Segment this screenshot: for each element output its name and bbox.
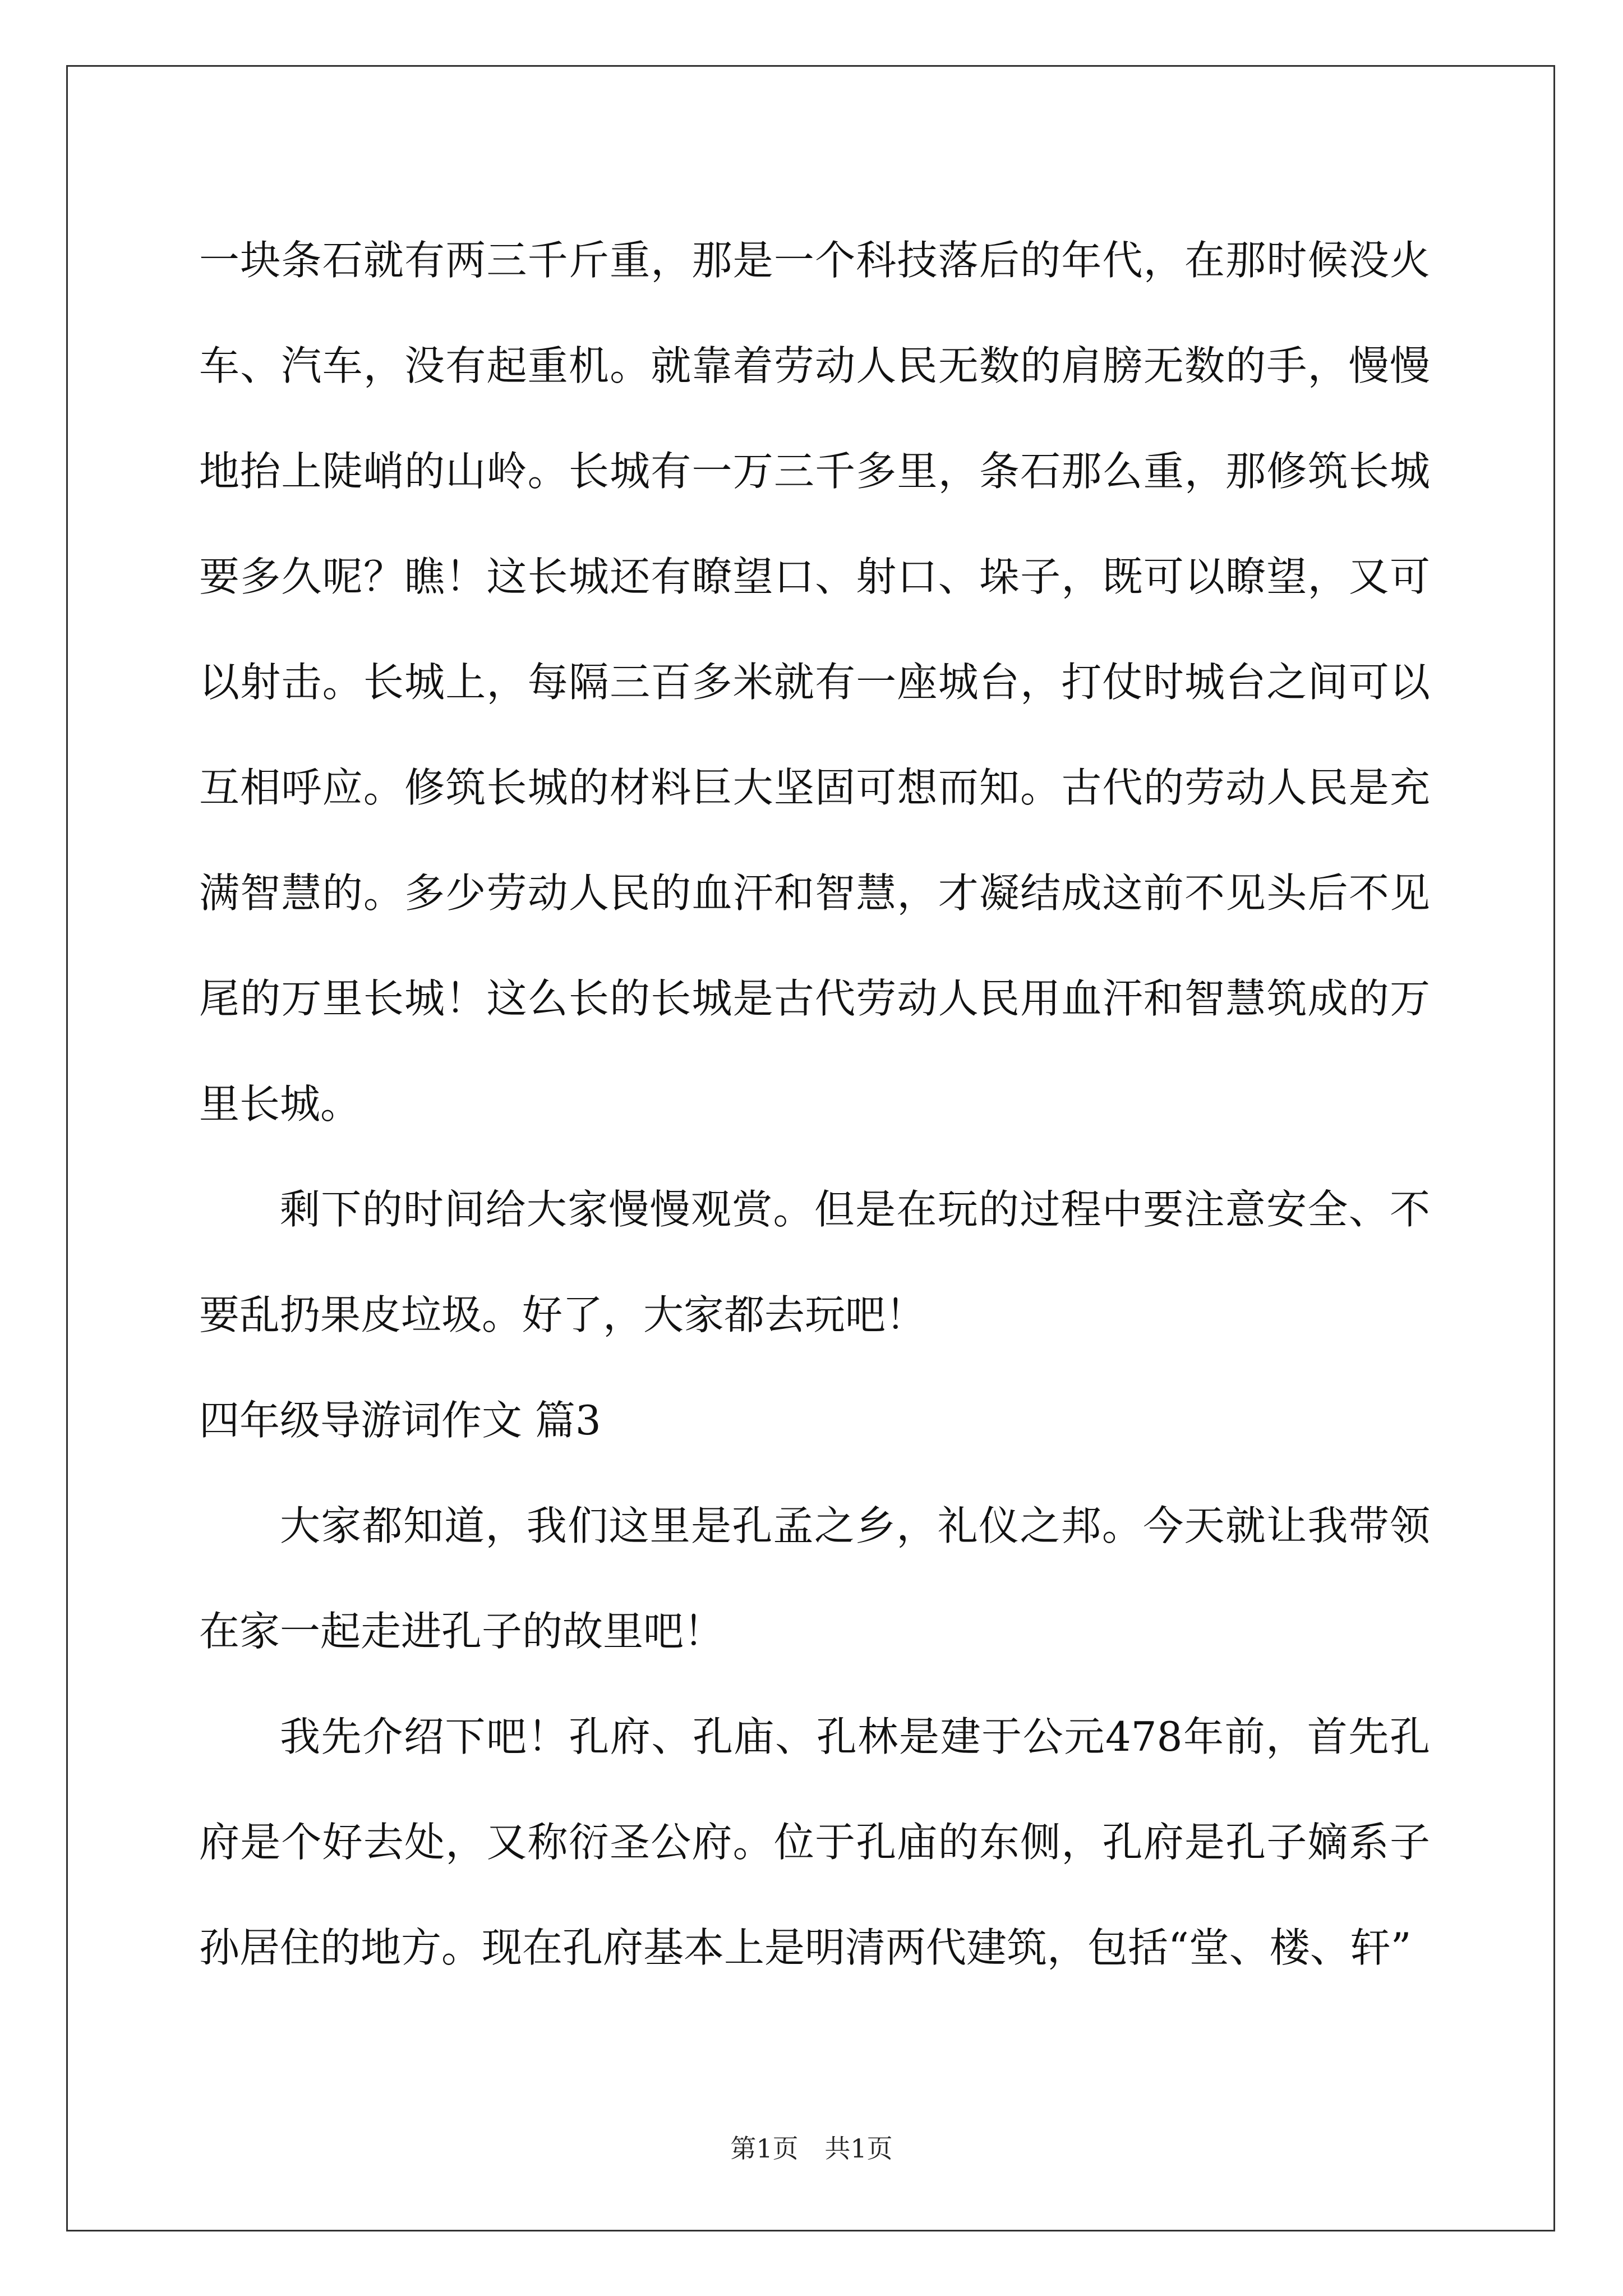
paragraph-confucius-intro: 大家都知道，我们这里是孔孟之乡，礼仪之邦。今天就让我带领在家一起走进孔子的故里吧！ (199, 1502, 1430, 1655)
page-footer (0, 2132, 1623, 2165)
section-heading: 四年级导游词作文 篇3 (199, 1397, 601, 1444)
paragraph-kong-mansion: 我先介绍下吧！孔府、孔庙、孔林是建于公元478年前，首先孔府是个好去处，又称衍圣公府。位于孔庙的东侧，孔府是孔子嫡系子孙居住的地方。现在孔府基本上是明清两代建筑，包括“堂、楼、轩” (199, 1713, 1430, 1971)
page-number-current: 第1页 (730, 2133, 799, 2164)
paragraph-free-time: 剩下的时间给大家慢慢观赏。但是在玩的过程中要注意安全、不要乱扔果皮垃圾。好了，大家都去玩吧！ (199, 1186, 1430, 1338)
document-body (199, 208, 1430, 2000)
paragraph-great-wall: 一块条石就有两三千斤重，那是一个科技落后的年代，在那时候没火车、汽车，没有起重机。就靠着劳动人民无数的肩膀无数的手，慢慢地抬上陡峭的山岭。长城有一万三千多里，条石那么重，那修筑长城要多久呢？瞧！这长城还有瞭望口、射口、垛子，既可以瞭望，又可以射击。长城上，每隔三百多米就有一座城台，打仗时城台之间可以互相呼应。修筑长城的材料巨大坚固可想而知。古代的劳动人民是充满智慧的。多少劳动人民的血汗和智慧，才凝结成这前不见头后不见尾的万里长城！这么长的长城是古代劳动人民用血汗和智慧筑成的万里长城。 (199, 237, 1430, 1128)
page-number-total: 共1页 (824, 2133, 893, 2164)
